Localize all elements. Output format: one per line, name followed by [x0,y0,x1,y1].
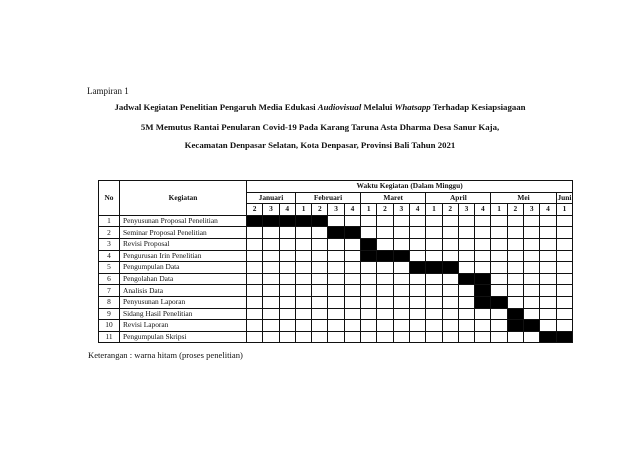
schedule-cell [393,308,409,320]
schedule-cell [344,308,360,320]
schedule-cell [556,296,573,308]
week-header: 4 [344,204,360,216]
schedule-cell [556,308,573,320]
table-row [99,273,573,285]
schedule-cell [263,320,279,332]
schedule-cell [524,215,540,227]
schedule-cell [491,262,507,274]
schedule-cell [426,331,442,343]
schedule-cell-active [475,296,491,308]
schedule-cell [442,285,458,297]
schedule-cell [524,308,540,320]
activity-name: Seminar Proposal Penelitian [120,227,247,239]
schedule-cell [556,250,573,262]
schedule-cell [279,273,295,285]
row-number: 1 [99,215,120,227]
schedule-cell [475,215,491,227]
activity-name: Sidang Hasil Penelitian [120,308,247,320]
schedule-cell [409,308,425,320]
schedule-cell [361,320,377,332]
schedule-cell [393,238,409,250]
schedule-cell [361,296,377,308]
schedule-cell [393,320,409,332]
schedule-cell-active [426,262,442,274]
row-number: 10 [99,320,120,332]
week-header: 4 [475,204,491,216]
activity-name: Pengumpulan Skripsi [120,331,247,343]
schedule-cell [328,238,344,250]
schedule-cell [426,320,442,332]
week-header: 1 [556,204,573,216]
schedule-cell [426,285,442,297]
schedule-cell [312,320,328,332]
schedule-cell [475,227,491,239]
schedule-cell [344,273,360,285]
week-header: 1 [426,204,442,216]
schedule-cell [247,285,263,297]
schedule-cell [524,238,540,250]
schedule-cell [263,296,279,308]
schedule-cell [491,215,507,227]
schedule-cell [540,262,556,274]
schedule-cell [377,285,393,297]
row-number: 4 [99,250,120,262]
schedule-cell [556,215,573,227]
schedule-cell [279,285,295,297]
schedule-cell [507,273,523,285]
schedule-cell-active [328,227,344,239]
schedule-cell [328,320,344,332]
schedule-cell [540,250,556,262]
schedule-cell [393,331,409,343]
activity-name: Revisi Laporan [120,320,247,332]
schedule-cell [361,227,377,239]
schedule-cell [426,227,442,239]
schedule-cell [312,296,328,308]
schedule-cell-active [312,215,328,227]
month-header: Januari [247,192,296,204]
schedule-cell [361,262,377,274]
schedule-cell [426,308,442,320]
month-header: Februari [295,192,360,204]
schedule-cell [524,331,540,343]
schedule-cell [409,320,425,332]
schedule-cell-active [556,331,573,343]
schedule-cell [328,285,344,297]
schedule-cell [540,227,556,239]
schedule-cell [458,215,474,227]
schedule-cell [377,238,393,250]
activity-name: Analisis Data [120,285,247,297]
schedule-cell [524,262,540,274]
row-number: 7 [99,285,120,297]
title-line-2: 5M Memutus Rantai Penularan Covid-19 Pada Karang Taruna Asta Dharma Desa Sanur Kaja, [140,122,500,132]
row-number: 11 [99,331,120,343]
schedule-cell [507,227,523,239]
week-header: 3 [393,204,409,216]
schedule-cell [361,285,377,297]
week-header: 4 [409,204,425,216]
schedule-cell-active [344,227,360,239]
schedule-cell [361,308,377,320]
schedule-cell [344,320,360,332]
schedule-cell [247,320,263,332]
schedule-cell-active [361,250,377,262]
header-no: No [99,181,120,216]
schedule-cell [247,273,263,285]
schedule-cell [540,320,556,332]
schedule-cell [295,331,311,343]
schedule-cell [247,331,263,343]
table-row [99,227,573,239]
schedule-cell [442,296,458,308]
schedule-cell [507,215,523,227]
schedule-cell [524,227,540,239]
schedule-cell-active [507,308,523,320]
schedule-cell [312,238,328,250]
schedule-cell [247,238,263,250]
legend-note: Keterangan : warna hitam (proses penelitian) [88,350,243,360]
table-row [99,320,573,332]
schedule-cell [491,227,507,239]
schedule-cell [409,215,425,227]
schedule-cell [263,238,279,250]
schedule-cell-active [377,250,393,262]
schedule-cell [458,285,474,297]
schedule-cell [247,262,263,274]
schedule-cell [524,250,540,262]
schedule-cell [247,308,263,320]
schedule-cell [312,273,328,285]
schedule-cell [409,296,425,308]
activity-name: Penyusunan Proposal Penelitian [120,215,247,227]
schedule-cell [361,215,377,227]
schedule-cell [263,331,279,343]
schedule-cell-active [475,273,491,285]
schedule-cell-active [507,320,523,332]
schedule-cell [295,285,311,297]
row-number: 3 [99,238,120,250]
table-row [99,296,573,308]
schedule-cell [540,296,556,308]
schedule-cell [279,296,295,308]
schedule-cell [442,215,458,227]
schedule-cell [263,308,279,320]
schedule-cell [263,250,279,262]
schedule-cell [475,250,491,262]
schedule-cell [409,250,425,262]
schedule-cell [328,215,344,227]
activity-name: Revisi Proposal [120,238,247,250]
schedule-cell [442,308,458,320]
schedule-cell [393,273,409,285]
schedule-cell [507,262,523,274]
schedule-cell [524,296,540,308]
schedule-cell [507,296,523,308]
week-header: 3 [328,204,344,216]
schedule-cell [312,262,328,274]
table-row [99,238,573,250]
schedule-cell [458,227,474,239]
week-header: 4 [540,204,556,216]
appendix-label: Lampiran 1 [87,86,129,96]
schedule-cell [458,296,474,308]
week-header: 2 [312,204,328,216]
schedule-cell-active [247,215,263,227]
schedule-cell [442,331,458,343]
schedule-cell [295,262,311,274]
schedule-cell [524,285,540,297]
schedule-cell [409,285,425,297]
header-time: Waktu Kegiatan (Dalam Minggu) [247,181,573,193]
schedule-cell [328,262,344,274]
schedule-cell [409,331,425,343]
activity-name: Penyusunan Laporan [120,296,247,308]
schedule-cell [312,331,328,343]
schedule-cell [393,296,409,308]
schedule-cell [295,273,311,285]
row-number: 5 [99,262,120,274]
schedule-cell [458,308,474,320]
schedule-cell [556,227,573,239]
table-row [99,308,573,320]
schedule-cell [442,250,458,262]
schedule-cell [475,308,491,320]
schedule-cell-active [442,262,458,274]
schedule-cell [458,262,474,274]
schedule-cell [328,250,344,262]
schedule-cell [279,308,295,320]
week-header: 2 [377,204,393,216]
schedule-cell [279,320,295,332]
schedule-cell-active [458,273,474,285]
schedule-cell [377,308,393,320]
schedule-cell [442,238,458,250]
schedule-cell [328,308,344,320]
schedule-cell [393,227,409,239]
schedule-cell [556,320,573,332]
schedule-cell [295,227,311,239]
schedule-cell [491,308,507,320]
schedule-cell-active [475,285,491,297]
schedule-cell [312,308,328,320]
schedule-cell [458,331,474,343]
activity-name: Pengumpulan Data [120,262,247,274]
schedule-cell [409,238,425,250]
schedule-cell [344,331,360,343]
schedule-cell [377,331,393,343]
schedule-cell [377,262,393,274]
schedule-cell [295,238,311,250]
schedule-cell [344,296,360,308]
schedule-cell-active [491,296,507,308]
schedule-cell [377,215,393,227]
schedule-cell [507,285,523,297]
week-header: 3 [263,204,279,216]
schedule-cell [475,262,491,274]
schedule-cell [458,250,474,262]
week-header: 2 [247,204,263,216]
schedule-cell [361,273,377,285]
week-header: 1 [361,204,377,216]
schedule-cell [442,273,458,285]
schedule-cell [426,238,442,250]
schedule-cell [247,227,263,239]
schedule-cell [540,238,556,250]
schedule-cell [279,250,295,262]
schedule-cell [475,238,491,250]
schedule-cell-active [540,331,556,343]
table-row [99,331,573,343]
schedule-cell [328,331,344,343]
schedule-cell [312,285,328,297]
schedule-cell [247,296,263,308]
schedule-cell [507,238,523,250]
schedule-cell [295,320,311,332]
month-header: Maret [361,192,426,204]
schedule-cell-active [279,215,295,227]
month-header: Juni [557,192,572,202]
month-header: April [426,192,491,204]
schedule-cell [344,262,360,274]
schedule-cell [491,320,507,332]
schedule-cell [556,273,573,285]
schedule-cell [263,273,279,285]
schedule-cell [556,262,573,274]
schedule-cell [507,331,523,343]
schedule-cell-active [524,320,540,332]
schedule-cell [263,285,279,297]
schedule-cell [491,238,507,250]
schedule-cell [295,308,311,320]
table-row [99,250,573,262]
schedule-cell [393,262,409,274]
schedule-cell [328,273,344,285]
schedule-cell [279,227,295,239]
schedule-cell [295,250,311,262]
schedule-cell [442,227,458,239]
week-header: 2 [507,204,523,216]
schedule-cell [263,227,279,239]
schedule-cell-active [409,262,425,274]
schedule-cell [409,227,425,239]
schedule-cell [556,285,573,297]
table-row [99,285,573,297]
schedule-cell [540,215,556,227]
schedule-cell [491,331,507,343]
activity-name: Pengolahan Data [120,273,247,285]
month-header: Mei [491,192,556,204]
schedule-cell [344,250,360,262]
title-line-3: Kecamatan Denpasar Selatan, Kota Denpasar, Provinsi Bali Tahun 2021 [184,140,456,150]
schedule-cell [377,296,393,308]
schedule-cell [491,250,507,262]
schedule-cell [475,331,491,343]
schedule-cell [556,238,573,250]
schedule-cell [393,215,409,227]
schedule-cell [279,262,295,274]
header-activity: Kegiatan [120,181,247,216]
schedule-cell-active [393,250,409,262]
week-header: 3 [458,204,474,216]
schedule-cell [361,331,377,343]
row-number: 9 [99,308,120,320]
schedule-cell [491,273,507,285]
schedule-cell [344,238,360,250]
schedule-cell [263,262,279,274]
schedule-cell [344,285,360,297]
schedule-cell [426,296,442,308]
schedule-cell [312,250,328,262]
schedule-cell-active [263,215,279,227]
schedule-cell [491,285,507,297]
week-header: 3 [524,204,540,216]
schedule-cell [409,273,425,285]
activity-name: Pengurusan Irin Penelitian [120,250,247,262]
schedule-cell [279,238,295,250]
title-line-1: Jadwal Kegiatan Penelitian Pengaruh Media Edukasi Audiovisual Melalui Whatsapp Terhadap Kesiapsiagaan [114,102,526,112]
schedule-cell [295,296,311,308]
schedule-cell [458,238,474,250]
schedule-cell [426,215,442,227]
schedule-cell [377,320,393,332]
schedule-cell [442,320,458,332]
schedule-cell [524,273,540,285]
schedule-cell [393,285,409,297]
schedule-cell [426,273,442,285]
table-row [99,262,573,274]
row-number: 6 [99,273,120,285]
schedule-cell [279,331,295,343]
row-number: 8 [99,296,120,308]
schedule-table [98,180,573,343]
schedule-cell [426,250,442,262]
schedule-cell [312,227,328,239]
table-row [99,215,573,227]
week-header: 1 [295,204,311,216]
schedule-cell-active [295,215,311,227]
schedule-cell [247,250,263,262]
schedule-cell [540,285,556,297]
schedule-cell [344,215,360,227]
row-number: 2 [99,227,120,239]
week-header: 2 [442,204,458,216]
schedule-cell [328,296,344,308]
schedule-cell [507,250,523,262]
schedule-cell [475,320,491,332]
week-header: 4 [279,204,295,216]
schedule-cell [377,227,393,239]
schedule-cell [458,320,474,332]
schedule-cell [377,273,393,285]
week-header: 1 [491,204,507,216]
schedule-cell [540,273,556,285]
schedule-cell [540,308,556,320]
schedule-cell-active [361,238,377,250]
